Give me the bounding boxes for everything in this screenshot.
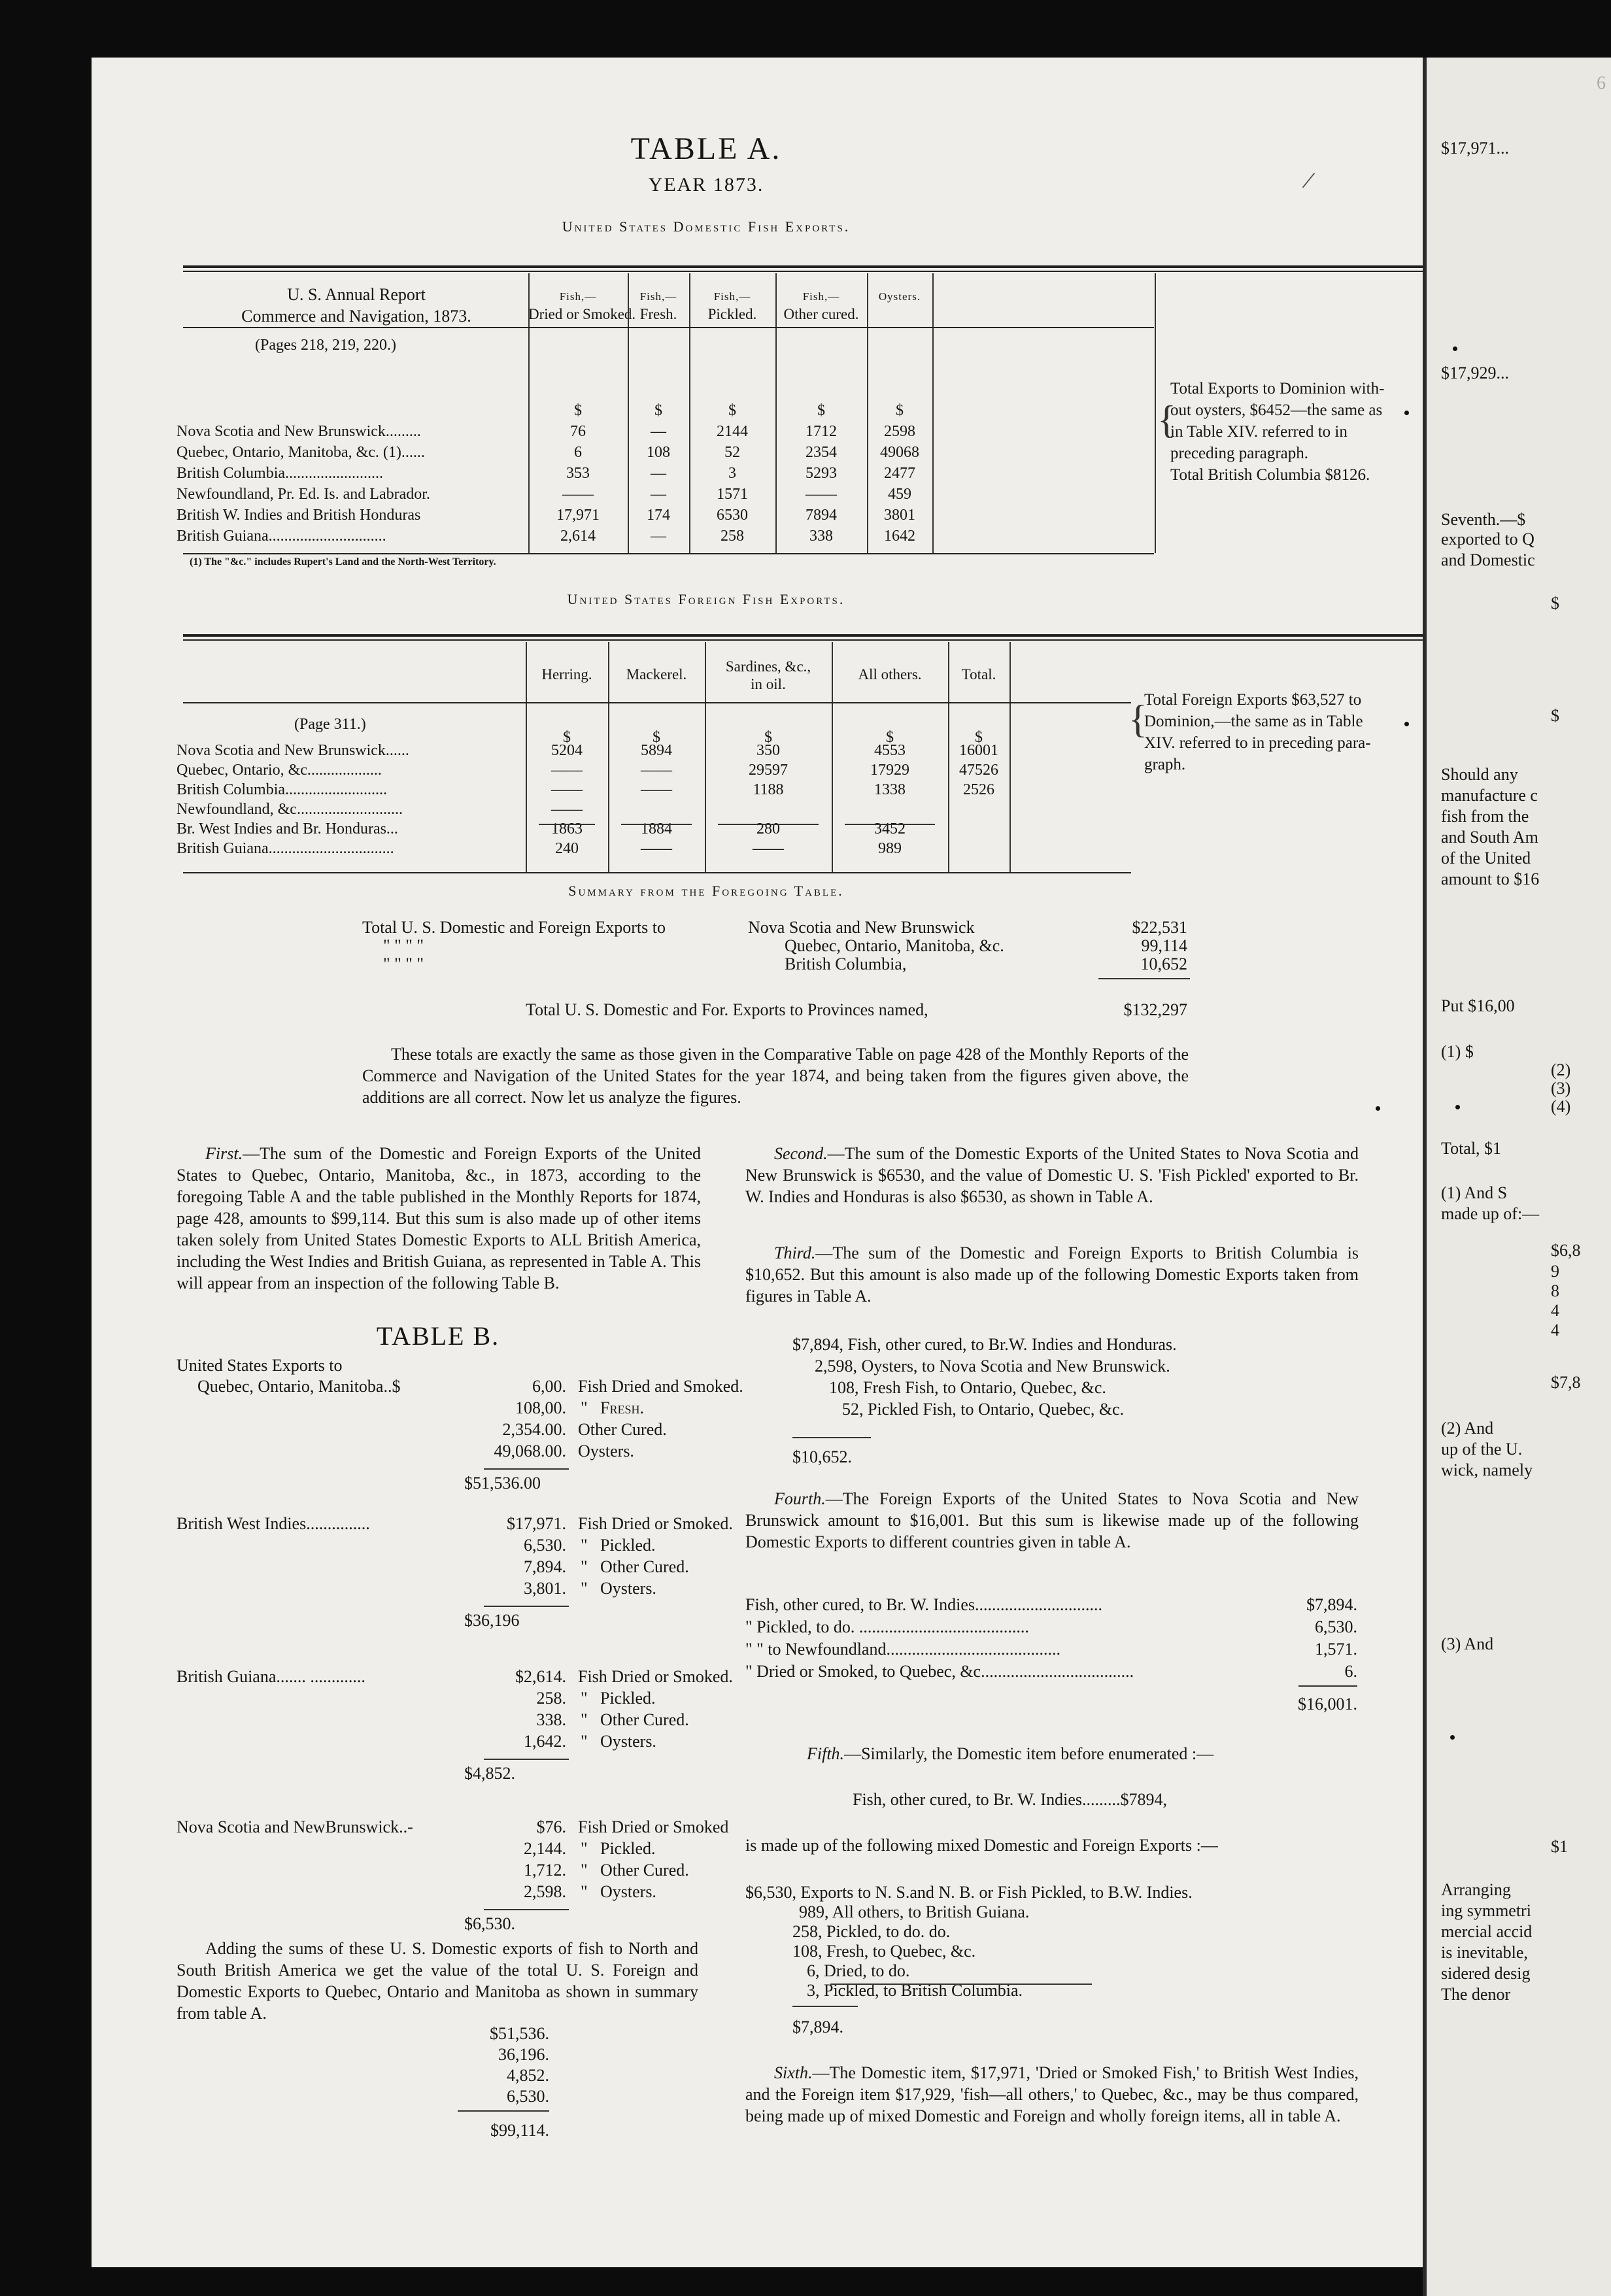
column-header-line: Total. bbox=[961, 666, 996, 683]
table-rule bbox=[183, 553, 1154, 554]
table-cell: 1188 bbox=[753, 781, 784, 798]
table-b-desc: Fish Dried or Smoked bbox=[578, 1817, 729, 1836]
adjacent-text-line: is inevitable, bbox=[1441, 1943, 1528, 1962]
table-row-label: Newfoundland, Pr. Ed. Is. and Labrador. bbox=[177, 486, 430, 503]
list-item: 108, Fresh Fish, to Ontario, Quebec, &c. bbox=[829, 1378, 1106, 1397]
table-cell: 5204 bbox=[551, 742, 583, 759]
table-b-ditto: " bbox=[581, 1689, 588, 1708]
column-header bbox=[689, 288, 775, 323]
sum-rule bbox=[621, 824, 692, 825]
table-b-amount: $76. bbox=[536, 1817, 566, 1836]
summary-paragraph: These totals are exactly the same as those given in the Comparative Table on page 428 of the Monthly Reports of the Commerce and Navigation of the United States for the year 1874, and being taken from the figures given above, the additions are all correct. Now let us analyze the figures. bbox=[362, 1045, 1189, 1107]
table-b-total: $6,530. bbox=[464, 1914, 515, 1933]
table-b-group-label: Nova Scotia and NewBrunswick..- bbox=[177, 1817, 413, 1836]
table-b-amount: 7,894. bbox=[524, 1557, 566, 1576]
table-cell: —— bbox=[806, 486, 837, 503]
table-row-label: Quebec, Ontario, Manitoba, &c. (1)...... bbox=[177, 444, 425, 461]
list-item: 6, Dried, to do. bbox=[807, 1961, 910, 1980]
sum-rule bbox=[484, 1468, 569, 1470]
table-cell: 3801 bbox=[884, 507, 915, 524]
table-b-group-label: British West Indies............... bbox=[177, 1514, 370, 1533]
sixth-paragraph: Sixth.—The Domestic item, $17,971, 'Dried or Smoked Fish,' to British West Indies, and the Foreign item $17,929, 'fish—all others,' to Quebec, &c., may be thus compared, being made up of mixed Domestic and Foreign and wholly foreign items, all in table A. bbox=[745, 2063, 1359, 2125]
table-cell: 6530 bbox=[717, 507, 748, 524]
adjacent-text-line: 4 bbox=[1551, 1321, 1559, 1340]
page-title: TABLE A. bbox=[630, 131, 782, 166]
adjacent-text-line: and South Am bbox=[1441, 828, 1538, 847]
table-row-label: Nova Scotia and New Brunswick......... bbox=[177, 423, 421, 440]
second-paragraph: Second.—The sum of the Domestic Exports of the United States to Nova Scotia and New Brunswick is $6530, and the value of Domestic U. S. 'Fish Pickled' exported to Br. W. Indies and Honduras is also $6530, as shown in Table A. bbox=[745, 1144, 1359, 1206]
column-header bbox=[705, 658, 832, 693]
table-cell: —— bbox=[641, 762, 672, 779]
table-b-total: $51,536.00 bbox=[464, 1474, 541, 1493]
table-cell: 76 bbox=[570, 423, 586, 440]
adjacent-text-line: ing symmetri bbox=[1441, 1901, 1531, 1920]
table-cell: 52 bbox=[724, 444, 740, 461]
table-cell: 47526 bbox=[959, 762, 998, 779]
adjacent-text-line: $17,971... bbox=[1441, 139, 1509, 158]
sum-rule bbox=[484, 1759, 569, 1760]
table-b-desc: Oysters. bbox=[600, 1732, 656, 1751]
column-header-line: Oysters. bbox=[878, 290, 921, 303]
column-header-line: Sardines, &c., bbox=[725, 658, 811, 675]
table-rule bbox=[183, 327, 1154, 328]
table-b-ditto: " bbox=[581, 1861, 588, 1880]
adjacent-text-line: of the United bbox=[1441, 849, 1531, 868]
adjacent-text-line: Put $16,00 bbox=[1441, 996, 1515, 1015]
list-value: 6,530. bbox=[1315, 1617, 1357, 1636]
fourth-total: $16,001. bbox=[1298, 1695, 1357, 1714]
scan-speck bbox=[1404, 411, 1409, 415]
domestic-side-note: Total Exports to Dominion with- out oysters, $6452—the same as in Table XIV. referred to in preceding paragraph. Total British Columbia $8126. bbox=[1170, 380, 1385, 484]
table-cell: 16001 bbox=[959, 742, 998, 759]
table-b-desc: Other Cured. bbox=[600, 1557, 689, 1576]
table-cell: —— bbox=[551, 801, 583, 818]
table-b-intro: United States Exports to bbox=[177, 1356, 343, 1375]
table-cell: 2477 bbox=[884, 465, 915, 482]
adjacent-text-line: (3) And bbox=[1441, 1634, 1494, 1653]
table-cell: — bbox=[651, 423, 666, 440]
column-rule bbox=[1155, 273, 1156, 553]
adjacent-text-line: and Domestic bbox=[1441, 550, 1535, 569]
column-header-line: Dried or Smoked. bbox=[528, 306, 636, 322]
adjacent-text-line: $6,8 bbox=[1551, 1241, 1581, 1260]
table-b-desc: Fish Dried or Smoked. bbox=[578, 1667, 733, 1686]
table-cell: 4553 bbox=[874, 742, 906, 759]
table-row-label: British Columbia......................... bbox=[177, 465, 384, 482]
column-header bbox=[526, 666, 608, 683]
adjacent-text-line: manufacture c bbox=[1441, 786, 1538, 805]
adjacent-page-fragment bbox=[1423, 58, 1611, 2296]
table-cell: 353 bbox=[566, 465, 590, 482]
fifth-item: Fish, other cured, to Br. W. Indies.........$7894, bbox=[853, 1790, 1167, 1809]
column-header-line: Herring. bbox=[541, 666, 592, 683]
dollar-sign: $ bbox=[574, 402, 582, 419]
domestic-pages-ref: (Pages 218, 219, 220.) bbox=[255, 337, 396, 354]
list-item: 108, Fresh, to Quebec, &c. bbox=[792, 1942, 976, 1961]
adjacent-text-line: exported to Q bbox=[1441, 530, 1535, 549]
column-header-line: Mackerel. bbox=[626, 666, 687, 683]
dollar-sign: $ bbox=[764, 729, 772, 746]
list-item: 989, All others, to British Guiana. bbox=[799, 1902, 1030, 1921]
table-rule bbox=[183, 271, 1423, 272]
fifth-paragraph: Fifth.—Similarly, the Domestic item before enumerated :— bbox=[807, 1744, 1214, 1763]
table-b-amount: 6,530. bbox=[524, 1536, 566, 1555]
table-cell: 2,614 bbox=[560, 528, 596, 545]
table-b-ditto: " bbox=[581, 1557, 588, 1576]
table-b-amount: 2,598. bbox=[524, 1882, 566, 1901]
foreign-side-note: Total Foreign Exports $63,527 to Dominion,—the same as in Table XIV. referred to in preceding para- graph. bbox=[1144, 691, 1371, 773]
table-b-amount: $2,614. bbox=[515, 1667, 566, 1686]
summary-dest: British Columbia, bbox=[785, 954, 907, 973]
summary-heading: Summary from the Foregoing Table. bbox=[568, 883, 844, 899]
column-header bbox=[948, 666, 1009, 683]
table-b-desc: Oysters. bbox=[600, 1579, 656, 1598]
table-b-amount: 338. bbox=[536, 1710, 566, 1729]
table-b-amount: 3,801. bbox=[524, 1579, 566, 1598]
summary-row: " " " " bbox=[383, 954, 424, 973]
table-cell: —— bbox=[641, 781, 672, 798]
column-header-line: in oil. bbox=[751, 676, 786, 692]
sum-rule bbox=[792, 2006, 858, 2007]
table-cell: — bbox=[651, 465, 666, 482]
table-b-amount: 108,00. bbox=[515, 1398, 566, 1417]
table-b-desc: Fish Dried and Smoked. bbox=[578, 1377, 743, 1396]
table-b-ditto: " bbox=[581, 1732, 588, 1751]
table-b-amount: 258. bbox=[536, 1689, 566, 1708]
column-header bbox=[867, 288, 932, 305]
table-cell: 7894 bbox=[806, 507, 837, 524]
page-number: 6 bbox=[1597, 73, 1606, 93]
table-b-desc: Oysters. bbox=[600, 1882, 656, 1901]
summary-value: 99,114 bbox=[1141, 936, 1187, 955]
third-total: $10,652. bbox=[792, 1447, 852, 1466]
adding-amount: $51,536. bbox=[490, 2024, 549, 2043]
sum-rule bbox=[845, 824, 935, 825]
list-item: " " to Newfoundland......................................... bbox=[745, 1640, 1060, 1659]
table-cell: 17929 bbox=[870, 762, 909, 779]
adjacent-text-line: up of the U. bbox=[1441, 1440, 1523, 1459]
table-cell: —— bbox=[753, 840, 784, 857]
table-b-desc: Oysters. bbox=[578, 1442, 634, 1460]
table-b-amount: 1,712. bbox=[524, 1861, 566, 1880]
table-cell: 350 bbox=[756, 742, 780, 759]
table-cell: 17,971 bbox=[556, 507, 600, 524]
table-b-amount: 1,642. bbox=[524, 1732, 566, 1751]
table-cell: 174 bbox=[647, 507, 670, 524]
table-rule bbox=[183, 265, 1423, 268]
list-item: 2,598, Oysters, to Nova Scotia and New Brunswick. bbox=[815, 1357, 1170, 1376]
table-row-label: Quebec, Ontario, &c................... bbox=[177, 762, 382, 779]
adjacent-text-line: (2) bbox=[1551, 1060, 1571, 1079]
adjacent-text-line: The denor bbox=[1441, 1985, 1511, 2004]
adjacent-text-line: 4 bbox=[1551, 1301, 1559, 1320]
table-b-desc: Pickled. bbox=[600, 1689, 656, 1708]
table-cell: 2144 bbox=[717, 423, 748, 440]
foreign-exports-heading: United States Foreign Fish Exports. bbox=[567, 591, 845, 607]
sum-rule bbox=[792, 1437, 871, 1438]
table-rule bbox=[183, 634, 1423, 637]
table-cell: 6 bbox=[574, 444, 582, 461]
column-header bbox=[832, 666, 948, 683]
adjacent-text-line: $1 bbox=[1551, 1837, 1568, 1856]
sum-rule bbox=[458, 2110, 549, 2112]
table-cell: 338 bbox=[809, 528, 833, 545]
table-cell: 2598 bbox=[884, 423, 915, 440]
column-header-line: Fish,— bbox=[802, 290, 840, 303]
dollar-sign: $ bbox=[654, 402, 662, 419]
adjacent-text-line: $17,929... bbox=[1441, 363, 1509, 382]
adjacent-text-line: Should any bbox=[1441, 765, 1518, 784]
column-header bbox=[775, 288, 867, 323]
table-rule bbox=[183, 872, 1131, 873]
table-b-desc: Pickled. bbox=[600, 1839, 656, 1858]
dollar-sign: $ bbox=[886, 729, 894, 746]
table-cell: 49068 bbox=[880, 444, 919, 461]
summary-row: Total U. S. Domestic and Foreign Exports to bbox=[362, 918, 666, 937]
table-b-desc: Other Cured. bbox=[600, 1861, 689, 1880]
scan-speck bbox=[1450, 1735, 1455, 1740]
adjacent-text-line: Arranging bbox=[1441, 1880, 1511, 1899]
table-cell: 29597 bbox=[749, 762, 788, 779]
table-b-ditto: " bbox=[581, 1579, 588, 1598]
table-cell: 5894 bbox=[641, 742, 672, 759]
dollar-sign: $ bbox=[817, 402, 825, 419]
summary-dest: Nova Scotia and New Brunswick bbox=[748, 918, 975, 937]
table-b-ditto: " bbox=[581, 1882, 588, 1901]
table-b-intro: Quebec, Ontario, Manitoba..$ bbox=[197, 1377, 401, 1396]
table-b-amount: 2,144. bbox=[524, 1839, 566, 1858]
table-cell: 989 bbox=[878, 840, 902, 857]
adjacent-text-line: $7,8 bbox=[1551, 1373, 1581, 1392]
table-cell: 108 bbox=[647, 444, 670, 461]
list-item: 3, Pickled, to British Columbia. bbox=[807, 1981, 1023, 2000]
table-row-label: British Guiana.............................. bbox=[177, 528, 386, 545]
list-value: $7,894. bbox=[1306, 1595, 1357, 1614]
table-cell: 258 bbox=[721, 528, 744, 545]
table-cell: 1712 bbox=[806, 423, 837, 440]
table-cell: 280 bbox=[756, 820, 780, 837]
sum-rule bbox=[539, 824, 595, 825]
table-cell: 1338 bbox=[874, 781, 906, 798]
adjacent-text-line: fish from the bbox=[1441, 807, 1529, 826]
list-value: 6. bbox=[1344, 1662, 1357, 1681]
adjacent-text-line: $ bbox=[1551, 706, 1559, 725]
scan-speck bbox=[1455, 1105, 1460, 1109]
summary-row: " " " " bbox=[383, 936, 424, 955]
column-header bbox=[528, 288, 636, 323]
column-header-line: All others. bbox=[858, 666, 922, 683]
table-cell: 3 bbox=[728, 465, 736, 482]
adding-total: $99,114. bbox=[490, 2121, 549, 2140]
table-cell: 3452 bbox=[874, 820, 906, 837]
sum-rule bbox=[1298, 1685, 1357, 1687]
table-row-label: Nova Scotia and New Brunswick...... bbox=[177, 742, 409, 759]
list-item: $6,530, Exports to N. S.and N. B. or Fish Pickled, to B.W. Indies. bbox=[745, 1883, 1193, 1902]
domestic-caption: U. S. Annual Report Commerce and Navigation, 1873. bbox=[241, 285, 471, 326]
first-paragraph: First.—The sum of the Domestic and Foreign Exports of the United States to Quebec, Ontario, Manitoba, &c., in 1873, according to the foregoing Table A and the table published in the Monthly Reports for 1874, page 428, amounts to $99,114. But this sum is also made up of other items taken solely from United States Domestic Exports to ALL British America, including the West Indies and British Guiana, as represented in Table A. This will appear from an inspection of the following Table B. bbox=[177, 1144, 701, 1292]
fifth-made-up: is made up of the following mixed Domestic and Foreign Exports :— bbox=[745, 1836, 1218, 1855]
table-cell: 5293 bbox=[806, 465, 837, 482]
table-row-label: Newfoundland, &c........................... bbox=[177, 801, 403, 818]
column-header bbox=[608, 666, 705, 683]
summary-total-label: Total U. S. Domestic and For. Exports to Provinces named, bbox=[526, 1000, 928, 1019]
table-b-ditto: " bbox=[581, 1398, 588, 1417]
table-b-desc: Fish Dried or Smoked. bbox=[578, 1514, 733, 1533]
fourth-paragraph: Fourth.—The Foreign Exports of the United States to Nova Scotia and New Brunswick amount to $16,001. But this sum is likewise made up of the following Domestic Exports to different countries given in table A. bbox=[745, 1489, 1359, 1551]
adjacent-text-line: Seventh.—$ bbox=[1441, 510, 1526, 529]
table-rule bbox=[183, 702, 1131, 703]
column-rule bbox=[932, 273, 934, 553]
dollar-sign: $ bbox=[728, 402, 736, 419]
table-cell: —— bbox=[562, 486, 594, 503]
table-row-label: British Guiana................................ bbox=[177, 840, 394, 857]
list-item: 258, Pickled, to do. do. bbox=[792, 1922, 951, 1941]
sum-rule bbox=[718, 824, 819, 825]
table-cell: — bbox=[651, 528, 666, 545]
scan-speck bbox=[1404, 722, 1409, 726]
brace: { bbox=[1157, 398, 1176, 441]
dollar-sign: $ bbox=[653, 729, 660, 746]
table-cell: —— bbox=[641, 840, 672, 857]
table-b-desc: Pickled. bbox=[600, 1536, 656, 1555]
scan-speck bbox=[1453, 346, 1457, 351]
fifth-total: $7,894. bbox=[792, 2017, 843, 2036]
column-header-line: Fish,— bbox=[713, 290, 751, 303]
pencil-mark: / bbox=[1300, 165, 1317, 195]
table-cell: 2526 bbox=[963, 781, 994, 798]
dollar-sign: $ bbox=[975, 729, 983, 746]
list-item: 52, Pickled Fish, to Ontario, Quebec, &c. bbox=[842, 1400, 1125, 1419]
adding-amount: 36,196. bbox=[498, 2045, 549, 2064]
domestic-exports-heading: United States Domestic Fish Exports. bbox=[562, 218, 851, 235]
table-b-total: $36,196 bbox=[464, 1611, 520, 1630]
table-b-amount: 49,068.00. bbox=[494, 1442, 566, 1460]
table-cell: 1884 bbox=[641, 820, 672, 837]
list-item: $7,894, Fish, other cured, to Br.W. Indies and Honduras. bbox=[792, 1335, 1177, 1354]
column-header-line: Pickled. bbox=[707, 306, 757, 322]
adding-amount: 4,852. bbox=[507, 2066, 549, 2085]
adjacent-text-line: (2) And bbox=[1441, 1419, 1494, 1438]
table-b-amount: 6,00. bbox=[532, 1377, 566, 1396]
list-item: Fish, other cured, to Br. W. Indies.............................. bbox=[745, 1595, 1102, 1614]
column-rule bbox=[1009, 642, 1011, 872]
sum-rule bbox=[1098, 978, 1190, 979]
adjacent-text-line: (3) bbox=[1551, 1079, 1571, 1098]
adjacent-text-line: amount to $16 bbox=[1441, 869, 1540, 888]
table-row-label: British Columbia.......................... bbox=[177, 781, 388, 798]
table-b-desc: Other Cured. bbox=[600, 1710, 689, 1729]
column-header-line: Fish,— bbox=[639, 290, 677, 303]
table-row-label: British W. Indies and British Honduras bbox=[177, 507, 421, 524]
table-cell: 1571 bbox=[717, 486, 748, 503]
sum-rule bbox=[484, 1606, 569, 1607]
table-b-desc: Fresh. bbox=[600, 1398, 644, 1417]
adjacent-text-line: (4) bbox=[1551, 1097, 1571, 1116]
table-b-amount: 2,354.00. bbox=[502, 1420, 566, 1439]
sum-rule bbox=[484, 1909, 569, 1910]
table-cell: 240 bbox=[555, 840, 579, 857]
scan-speck bbox=[1376, 1106, 1380, 1111]
adding-paragraph: Adding the sums of these U. S. Domestic exports of fish to North and South British America we get the value of the total U. S. Foreign and Domestic Exports to Quebec, Ontario and Manitoba as shown in summary from table A. bbox=[177, 1939, 698, 2023]
table-cell: — bbox=[651, 486, 666, 503]
foreign-pages-ref: (Page 311.) bbox=[294, 716, 366, 733]
table-b-amount: $17,971. bbox=[507, 1514, 566, 1533]
summary-total-value: $132,297 bbox=[1123, 1000, 1187, 1019]
table-b-desc: Other Cured. bbox=[578, 1420, 667, 1439]
adjacent-text-line: Total, $1 bbox=[1441, 1139, 1502, 1158]
dollar-sign: $ bbox=[563, 729, 571, 746]
adding-amount: 6,530. bbox=[507, 2087, 549, 2106]
table-cell: —— bbox=[551, 762, 583, 779]
adjacent-text-line: mercial accid bbox=[1441, 1922, 1533, 1941]
dollar-sign: $ bbox=[896, 402, 904, 419]
adjacent-text-line: made up of:— bbox=[1441, 1204, 1540, 1223]
table-cell: 1863 bbox=[551, 820, 583, 837]
column-header-line: Fresh. bbox=[639, 306, 677, 322]
table-b-group-label: British Guiana....... ............. bbox=[177, 1667, 365, 1686]
summary-dest: Quebec, Ontario, Manitoba, &c. bbox=[785, 936, 1004, 955]
adjacent-text-line: 9 bbox=[1551, 1262, 1559, 1281]
year-subtitle: YEAR 1873. bbox=[648, 174, 764, 195]
adjacent-text-line: (1) And S bbox=[1441, 1183, 1508, 1202]
table-b-total: $4,852. bbox=[464, 1764, 515, 1783]
table-cell: 459 bbox=[888, 486, 911, 503]
list-item: " Dried or Smoked, to Quebec, &c.................................... bbox=[745, 1662, 1134, 1681]
list-value: 1,571. bbox=[1315, 1640, 1357, 1659]
summary-value: 10,652 bbox=[1140, 954, 1187, 973]
table-cell: 2354 bbox=[806, 444, 837, 461]
third-paragraph: Third.—The sum of the Domestic and Foreign Exports to British Columbia is $10,652. But this amount is also made up of the following Domestic Exports taken from figures in Table A. bbox=[745, 1243, 1359, 1306]
table-b-ditto: " bbox=[581, 1710, 588, 1729]
table-rule bbox=[183, 639, 1423, 641]
adjacent-text-line: 8 bbox=[1551, 1281, 1559, 1300]
list-item: " Pickled, to do. ........................................ bbox=[745, 1617, 1029, 1636]
table-b-ditto: " bbox=[581, 1536, 588, 1555]
column-header-line: Fish,— bbox=[559, 290, 597, 303]
adjacent-text-line: sidered desig bbox=[1441, 1964, 1531, 1983]
column-header-line: Other cured. bbox=[783, 306, 859, 322]
adjacent-text-line: (1) $ bbox=[1441, 1042, 1474, 1061]
domestic-footnote: (1) The "&c." includes Rupert's Land and the North-West Territory. bbox=[190, 556, 496, 567]
adjacent-text-line: wick, namely bbox=[1441, 1460, 1533, 1479]
table-b-ditto: " bbox=[581, 1839, 588, 1858]
column-header bbox=[628, 288, 689, 323]
summary-value: $22,531 bbox=[1132, 918, 1187, 937]
strike-line bbox=[830, 1984, 1092, 1985]
document-page bbox=[92, 58, 1423, 2267]
brace: { bbox=[1128, 698, 1147, 741]
adjacent-text-line: $ bbox=[1551, 594, 1559, 613]
table-cell: 1642 bbox=[884, 528, 915, 545]
table-b-title: TABLE B. bbox=[376, 1321, 500, 1351]
table-cell: —— bbox=[551, 781, 583, 798]
table-row-label: Br. West Indies and Br. Honduras... bbox=[177, 820, 398, 837]
